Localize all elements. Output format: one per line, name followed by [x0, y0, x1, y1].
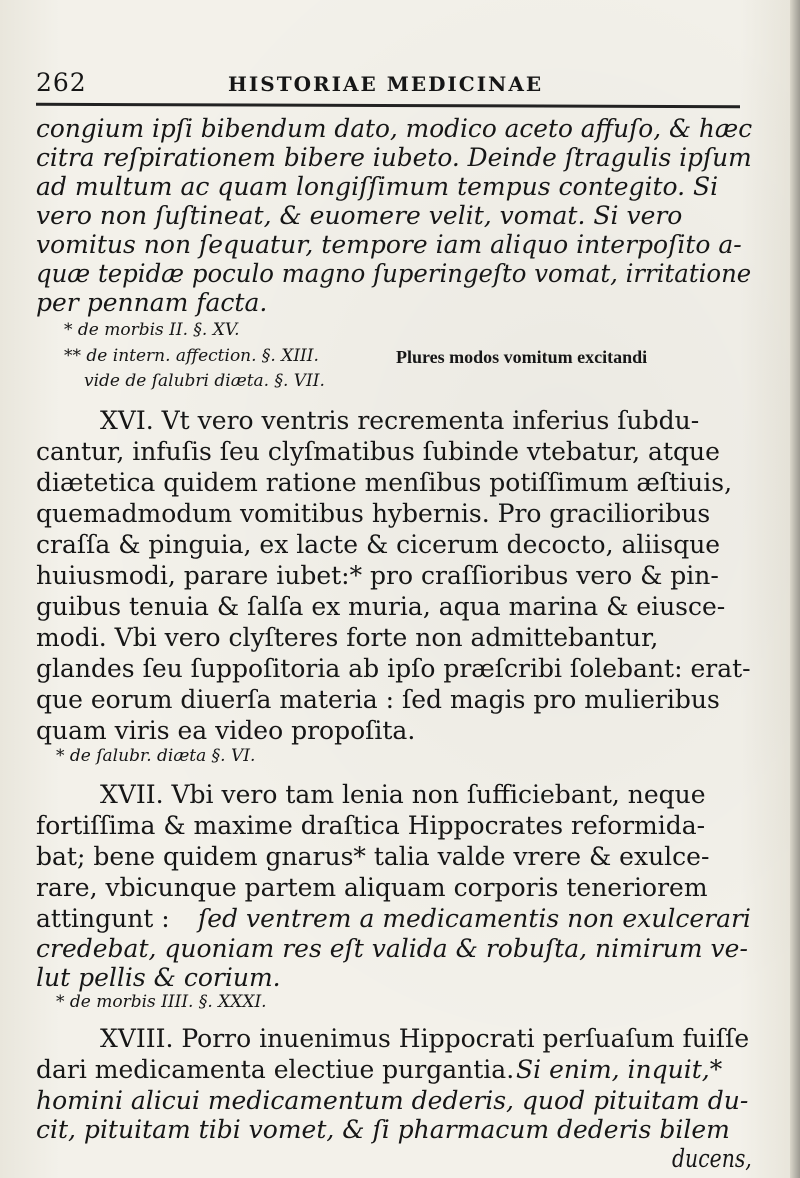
section-heading-line: XVIII. Porro inuenimus Hippocrati perſuaſum fuiſſe: [100, 1024, 750, 1053]
text-line: rare, vbicunque partem aliquam corporis teneriorem: [36, 873, 708, 902]
text-line: craſſa & pinguia, ex lacte & cicerum decocto, aliisque: [36, 530, 721, 559]
footnote: ** de intern. affection. §. XIII.: [64, 346, 319, 366]
running-head: HISTORIAE MEDICINAE: [228, 72, 544, 96]
text-line: huiusmodi, parare iubet:* pro craſſioribus vero & pin-: [36, 561, 719, 590]
text-line: dari medicamenta electiue purgantia.: [36, 1055, 515, 1084]
text-line: quæ tepidæ poculo magno ſuperingeſto vomat, irritatione: [36, 259, 752, 288]
text-line: ad multum ac quam longiſſimum tempus contegito. Si: [36, 172, 719, 201]
text-line: credebat, quoniam res eſt valida & robuſta, nimirum ve-: [36, 934, 748, 963]
text-line: guibus tenuia & ſalſa ex muria, aqua marina & eiusce-: [36, 592, 726, 621]
text-line: bat; bene quidem gnarus* talia valde vrere & exulce-: [36, 842, 710, 871]
text-line: fortiſſima & maxime draſtica Hippocrates reformida-: [36, 811, 706, 840]
text-line: congium ipſi bibendum dato, modico aceto affuſo, & hæc: [36, 114, 753, 143]
text-line: quemadmodum vomitibus hybernis. Pro gracilioribus: [36, 499, 711, 528]
footnote: * de ſalubr. diæta §. VI.: [56, 746, 256, 766]
section-heading-line: XVI. Vt vero ventris recrementa inferius ſubdu-: [100, 406, 700, 435]
page-header: [36, 58, 736, 98]
footnote: vide de ſalubri diæta. §. VII.: [84, 371, 325, 391]
text-line: vomitus non ſequatur, tempore iam aliquo interpoſito a-: [36, 230, 742, 259]
text-line: diætetica quidem ratione menſibus potiſſimum æſtiuis,: [36, 468, 733, 497]
text-line: quam viris ea video propoſita.: [36, 716, 416, 745]
text-line: cantur, infuſis ſeu clyſmatibus ſubinde vtebatur, atque: [36, 437, 720, 466]
text-line: citra reſpirationem bibere iubeto. Deinde ſtragulis ipſum: [36, 143, 752, 172]
header-rule: [36, 103, 740, 108]
page-edge-shadow: [790, 0, 800, 1178]
text-line: per pennam facta.: [36, 288, 268, 317]
section-heading-line: XVII. Vbi vero tam lenia non ſufficiebant, neque: [100, 780, 706, 809]
text-line-italic: Si enim, inquit,*: [516, 1055, 723, 1084]
text-line: attingunt :: [36, 904, 170, 933]
text-line: glandes ſeu ſuppoſitoria ab ipſo præſcribi ſolebant: erat-: [36, 654, 751, 683]
page-number: 262: [36, 68, 87, 97]
footnote-remark: Plures modos vomitum excitandi: [396, 347, 648, 367]
text-line: que eorum diuerſa materia : ſed magis pro mulieribus: [36, 685, 720, 714]
footnote: * de morbis IIII. §. XXXI.: [56, 992, 267, 1012]
text-line: lut pellis & corium.: [36, 963, 281, 992]
catchword: ducens,: [672, 1144, 752, 1173]
text-line: vero non ſuſtineat, & euomere velit, vomat. Si vero: [36, 201, 683, 230]
text-line: modi. Vbi vero clyſteres forte non admittebantur,: [36, 623, 659, 652]
text-line: homini alicui medicamentum dederis, quod pituitam du-: [36, 1086, 749, 1115]
text-line-italic: ſed ventrem a medicamentis non exulcerari: [198, 904, 751, 933]
footnote: * de morbis II. §. XV.: [64, 320, 240, 340]
text-line: cit, pituitam tibi vomet, & ſi pharmacum dederis bilem: [36, 1115, 730, 1144]
